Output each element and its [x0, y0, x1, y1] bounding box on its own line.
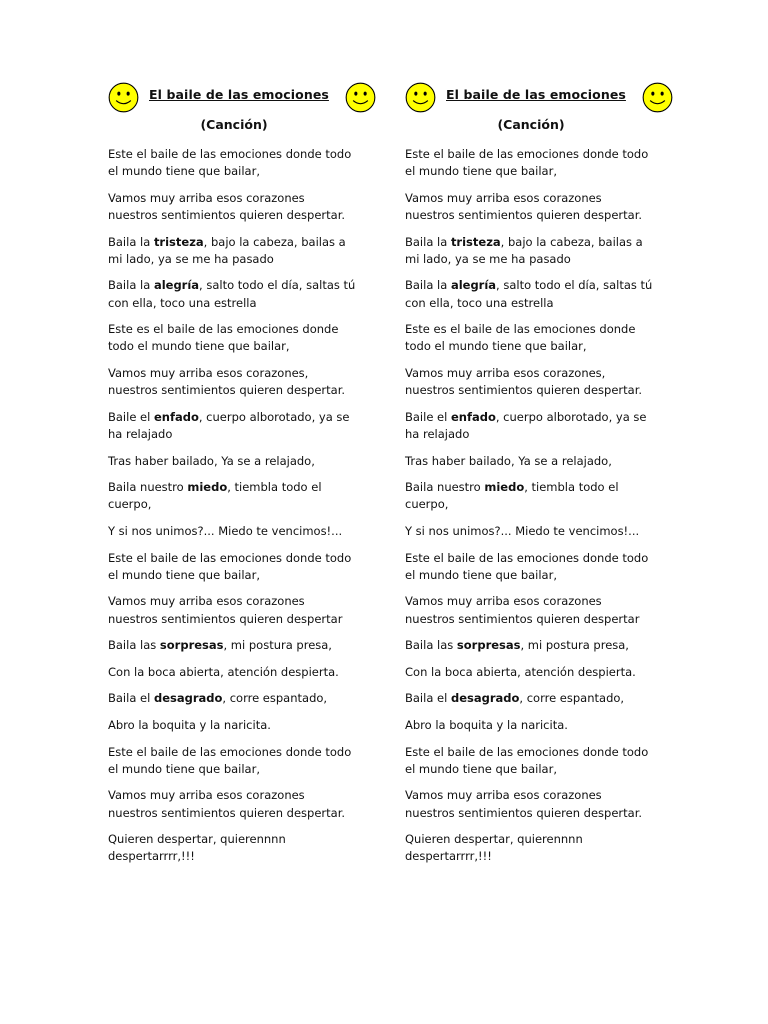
lyrics-text: Y si nos unimos?... Miedo te vencimos!...	[405, 523, 640, 538]
lyrics-stanza	[108, 664, 376, 681]
lyrics-text: Baile el	[405, 409, 451, 424]
emotion-keyword: sorpresas	[456, 638, 521, 653]
lyrics-text: Abro la boquita y la naricita.	[405, 717, 568, 732]
lyrics-text: Tras haber bailado, Ya se a relajado,	[108, 453, 315, 468]
lyrics-text: Con la boca abierta, atención despierta.	[108, 664, 339, 679]
lyrics-line	[405, 207, 673, 224]
lyrics-line	[405, 611, 673, 628]
lyrics-line	[108, 717, 376, 734]
lyrics-text: nuestros sentimientos quieren despertar.	[405, 208, 643, 222]
lyrics-line	[405, 426, 673, 443]
lyrics-stanza	[405, 523, 673, 540]
lyrics-line	[108, 190, 376, 207]
lyrics-stanza	[405, 690, 673, 707]
lyrics-text: Quieren despertar, quierennnn	[108, 832, 286, 847]
song-column-left	[108, 0, 376, 875]
lyrics-line	[108, 637, 376, 654]
lyrics-line	[405, 805, 673, 822]
lyrics-line	[405, 690, 673, 707]
lyrics-line	[108, 831, 376, 848]
lyrics-line	[405, 717, 673, 734]
lyrics-text: , salto todo el día, saltas tú	[496, 278, 653, 293]
lyrics-line	[405, 163, 673, 180]
lyrics-stanza	[108, 146, 376, 180]
lyrics-text: Este el baile de las emociones donde todo	[108, 550, 352, 565]
lyrics-text: nuestros sentimientos quieren despertar.	[405, 383, 643, 398]
lyrics-text: Este el baile de las emociones donde todo	[108, 744, 352, 759]
lyrics-text: , bajo la cabeza, bailas a	[203, 234, 346, 249]
lyrics-line	[108, 496, 376, 513]
lyrics-stanza	[405, 190, 673, 224]
lyrics-line	[405, 848, 673, 865]
lyrics-text: el mundo tiene que bailar,	[405, 761, 557, 776]
lyrics-stanza	[405, 234, 673, 268]
lyrics-line	[108, 146, 376, 163]
lyrics-text: Quieren despertar, quierennnn	[405, 832, 583, 847]
lyrics-text: Y si nos unimos?... Miedo te vencimos!...	[108, 523, 343, 538]
lyrics-text: mi lado, ya se me ha pasado	[108, 251, 274, 266]
lyrics-text: mi lado, ya se me ha pasado	[405, 251, 571, 266]
song-column-right	[405, 0, 673, 875]
lyrics-text: el mundo tiene que bailar,	[108, 567, 260, 582]
lyrics-line	[405, 146, 673, 163]
lyrics-text: todo el mundo tiene que bailar,	[108, 339, 290, 354]
lyrics-text: despertarrrr,!!!	[108, 849, 195, 864]
lyrics-line	[405, 744, 673, 761]
lyrics-line	[108, 426, 376, 443]
lyrics-stanza	[405, 409, 673, 443]
lyrics-text: , corre espantado,	[519, 691, 625, 706]
title-row	[405, 82, 673, 132]
lyrics-line	[108, 365, 376, 382]
lyrics-text: nuestros sentimientos quieren despertar.	[108, 208, 346, 222]
lyrics-line	[405, 409, 673, 426]
emotion-keyword: sorpresas	[159, 638, 224, 653]
emotion-keyword: alegría	[450, 278, 497, 293]
lyrics-text: Este es el baile de las emociones donde	[405, 322, 636, 337]
lyrics-line	[405, 338, 673, 355]
lyrics-line	[108, 787, 376, 804]
lyrics-stanza	[405, 637, 673, 654]
lyrics-text: Baila el	[405, 691, 451, 706]
lyrics-line	[405, 761, 673, 778]
emotion-keyword: miedo	[484, 480, 525, 495]
lyrics-text: despertarrrr,!!!	[405, 849, 492, 864]
emotion-keyword: desagrado	[450, 691, 520, 706]
lyrics-text: Baila nuestro	[108, 480, 188, 495]
lyrics-text: cuerpo,	[108, 497, 152, 512]
lyrics-line	[108, 550, 376, 567]
lyrics-line	[405, 453, 673, 470]
emotion-keyword: miedo	[187, 480, 228, 495]
lyrics-stanza	[108, 637, 376, 654]
lyrics-text: Baila las	[405, 638, 457, 653]
lyrics-line	[405, 251, 673, 268]
lyrics-text: , corre espantado,	[222, 691, 328, 706]
song-subtitle: (Canción)	[497, 117, 565, 132]
lyrics-line	[405, 567, 673, 584]
lyrics-text: Este es el baile de las emociones donde	[108, 322, 339, 337]
lyrics-stanza	[108, 234, 376, 268]
lyrics-line	[405, 321, 673, 338]
lyrics-line	[405, 787, 673, 804]
lyrics-text: Vamos muy arriba esos corazones,	[405, 365, 606, 380]
lyrics-text: Vamos muy arriba esos corazones	[405, 594, 602, 609]
lyrics-line	[108, 690, 376, 707]
lyrics-stanza	[405, 321, 673, 355]
lyrics-text: Tras haber bailado, Ya se a relajado,	[405, 453, 612, 468]
song-title: El baile de las emociones	[446, 87, 626, 102]
lyrics-line	[405, 496, 673, 513]
lyrics-line	[405, 295, 673, 312]
lyrics-stanza	[108, 831, 376, 865]
lyrics-text: el mundo tiene que bailar,	[108, 761, 260, 776]
lyrics-text: , tiembla todo el	[524, 480, 619, 495]
lyrics-line	[405, 664, 673, 681]
lyrics-line	[405, 382, 673, 399]
lyrics-text: todo el mundo tiene que bailar,	[405, 339, 587, 354]
lyrics-line	[405, 550, 673, 567]
lyrics-line	[108, 848, 376, 865]
lyrics-text: Baila la	[405, 234, 451, 249]
lyrics-text: con ella, toco una estrella	[108, 295, 257, 310]
lyrics-text: Vamos muy arriba esos corazones	[405, 788, 602, 803]
lyrics-text: nuestros sentimientos quieren despertar.	[108, 805, 346, 820]
lyrics-line	[108, 523, 376, 540]
lyrics-line	[108, 277, 376, 294]
lyrics-text: , salto todo el día, saltas tú	[199, 278, 356, 293]
lyrics-line	[108, 295, 376, 312]
lyrics-line	[405, 190, 673, 207]
lyrics-text: nuestros sentimientos quieren despertar	[108, 611, 343, 626]
lyrics-line	[108, 234, 376, 251]
lyrics-stanza	[108, 550, 376, 584]
lyrics-text: Este el baile de las emociones donde todo	[405, 550, 649, 565]
lyrics-text: Este el baile de las emociones donde todo	[405, 744, 649, 759]
lyrics-text: el mundo tiene que bailar,	[405, 164, 557, 179]
lyrics-stanza	[405, 479, 673, 513]
lyrics-line	[405, 637, 673, 654]
lyrics-text: Abro la boquita y la naricita.	[108, 717, 271, 732]
lyrics-stanza	[405, 277, 673, 311]
lyrics-line	[108, 409, 376, 426]
song-subtitle: (Canción)	[200, 117, 268, 132]
lyrics-line	[405, 479, 673, 496]
lyrics-line	[108, 593, 376, 610]
smiley-face-icon	[345, 82, 376, 113]
lyrics-text: Con la boca abierta, atención despierta.	[405, 664, 636, 679]
lyrics-stanza	[108, 453, 376, 470]
lyrics-text: Baila la	[108, 234, 154, 249]
lyrics-text: , cuerpo alborotado, ya se	[198, 409, 350, 424]
lyrics-stanza	[108, 523, 376, 540]
lyrics-text: nuestros sentimientos quieren despertar.	[108, 383, 346, 398]
lyrics-body	[108, 146, 376, 866]
lyrics-stanza	[108, 409, 376, 443]
lyrics-line	[405, 831, 673, 848]
lyrics-stanza	[108, 479, 376, 513]
lyrics-text: Baila la	[108, 278, 154, 293]
lyrics-text: Este el baile de las emociones donde todo	[108, 147, 352, 161]
lyrics-text: , mi postura presa,	[520, 638, 629, 653]
song-title: El baile de las emociones	[149, 87, 329, 102]
lyrics-text: Baila nuestro	[405, 480, 485, 495]
lyrics-text: nuestros sentimientos quieren despertar	[405, 611, 640, 626]
lyrics-line	[405, 365, 673, 382]
lyrics-line	[108, 207, 376, 224]
lyrics-text: el mundo tiene que bailar,	[405, 567, 557, 582]
lyrics-stanza	[108, 593, 376, 627]
lyrics-line	[108, 664, 376, 681]
smiley-face-icon	[108, 82, 139, 113]
lyrics-body	[405, 146, 673, 866]
lyrics-text: ha relajado	[108, 426, 173, 441]
lyrics-line	[108, 163, 376, 180]
emotion-keyword: tristeza	[153, 234, 204, 249]
lyrics-line	[108, 744, 376, 761]
lyrics-stanza	[405, 593, 673, 627]
lyrics-line	[405, 593, 673, 610]
lyrics-text: Este el baile de las emociones donde todo	[405, 147, 649, 161]
lyrics-stanza	[108, 277, 376, 311]
lyrics-text: Vamos muy arriba esos corazones,	[108, 365, 309, 380]
lyrics-stanza	[405, 831, 673, 865]
lyrics-line	[405, 523, 673, 540]
smiley-face-icon	[405, 82, 436, 113]
lyrics-stanza	[405, 453, 673, 470]
lyrics-text: el mundo tiene que bailar,	[108, 164, 260, 179]
lyrics-stanza	[108, 717, 376, 734]
lyrics-line	[108, 338, 376, 355]
lyrics-line	[108, 805, 376, 822]
lyrics-text: Vamos muy arriba esos corazones	[108, 788, 305, 803]
lyrics-line	[108, 453, 376, 470]
lyrics-line	[405, 234, 673, 251]
lyrics-text: , cuerpo alborotado, ya se	[495, 409, 647, 424]
lyrics-stanza	[108, 365, 376, 399]
lyrics-line	[108, 611, 376, 628]
lyrics-text: Vamos muy arriba esos corazones	[108, 594, 305, 609]
lyrics-stanza	[405, 744, 673, 778]
lyrics-stanza	[108, 690, 376, 707]
lyrics-line	[108, 567, 376, 584]
lyrics-line	[108, 321, 376, 338]
lyrics-text: Baila el	[108, 691, 154, 706]
lyrics-text: con ella, toco una estrella	[405, 295, 554, 310]
lyrics-stanza	[405, 664, 673, 681]
emotion-keyword: enfado	[450, 409, 496, 424]
lyrics-line	[108, 479, 376, 496]
lyrics-stanza	[405, 787, 673, 821]
lyrics-text: cuerpo,	[405, 497, 449, 512]
emotion-keyword: alegría	[153, 278, 200, 293]
lyrics-text: , mi postura presa,	[223, 638, 332, 653]
title-row	[108, 82, 376, 132]
lyrics-text: , bajo la cabeza, bailas a	[500, 234, 643, 249]
lyrics-stanza	[108, 744, 376, 778]
lyrics-text: Baile el	[108, 409, 154, 424]
lyrics-stanza	[108, 190, 376, 224]
lyrics-text: Baila la	[405, 278, 451, 293]
lyrics-stanza	[108, 787, 376, 821]
lyrics-text: , tiembla todo el	[227, 480, 322, 495]
emotion-keyword: enfado	[153, 409, 199, 424]
lyrics-line	[108, 382, 376, 399]
lyrics-stanza	[405, 717, 673, 734]
lyrics-text: Baila las	[108, 638, 160, 653]
lyrics-line	[108, 761, 376, 778]
smiley-face-icon	[642, 82, 673, 113]
lyrics-stanza	[108, 321, 376, 355]
lyrics-text: Vamos muy arriba esos corazones	[405, 190, 602, 205]
lyrics-line	[108, 251, 376, 268]
lyrics-text: Vamos muy arriba esos corazones	[108, 190, 305, 205]
lyrics-text: nuestros sentimientos quieren despertar.	[405, 805, 643, 820]
lyrics-line	[405, 277, 673, 294]
emotion-keyword: tristeza	[450, 234, 501, 249]
lyrics-stanza	[405, 365, 673, 399]
emotion-keyword: desagrado	[153, 691, 223, 706]
lyrics-stanza	[405, 550, 673, 584]
lyrics-text: ha relajado	[405, 426, 470, 441]
lyrics-stanza	[405, 146, 673, 180]
